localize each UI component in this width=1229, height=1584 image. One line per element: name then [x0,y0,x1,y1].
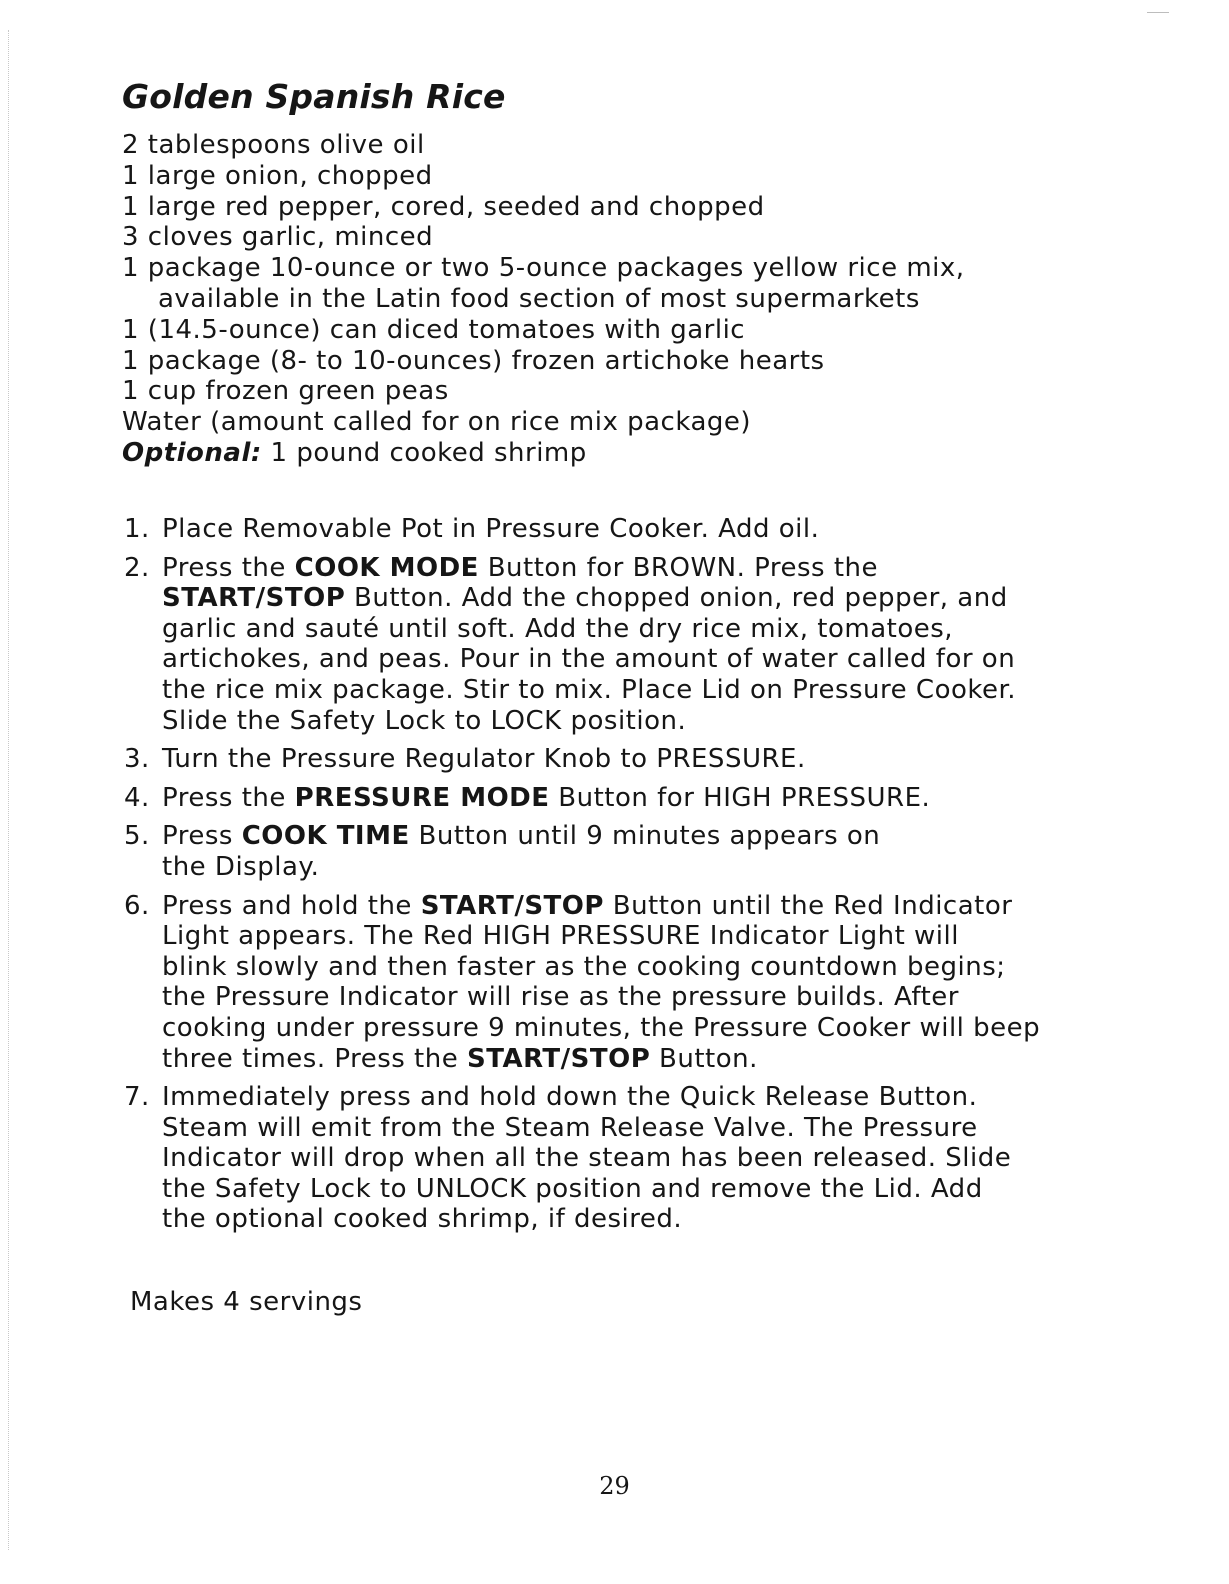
step-text [162,553,1124,584]
optional-label: Optional: [122,437,262,468]
step-text: the rice mix package. Stir to mix. Place Lid on Pressure Cooker. [162,674,1017,705]
step-item [124,1082,1124,1235]
ingredient-item: 1 large red pepper, cored, seeded and chopped [122,191,765,222]
ingredient-line-continued: available in the Latin food section of most supermarkets [158,283,920,314]
button-name-cook-time: COOK TIME [241,821,410,852]
ingredient-item: 1 (14.5-ounce) can diced tomatoes with garlic [122,314,746,345]
button-name-start-stop: START/STOP [162,583,346,614]
step-text: Indicator will drop when all the steam has been released. Slide [162,1143,1012,1174]
step-text-fragment: Press the [162,782,295,813]
button-name-pressure-mode: PRESSURE MODE [294,782,550,813]
step-text-fragment: Button for BROWN. Press the [478,552,879,583]
scan-corner-mark [1147,12,1169,13]
step-number: 6. [124,890,150,921]
ingredient-line: 1 package 10-ounce or two 5-ounce packages yellow rice mix, [122,253,965,284]
step-text [162,583,1124,614]
step-number: 5. [124,821,150,852]
step-text: the Pressure Indicator will rise as the pressure builds. After [162,982,959,1013]
step-number: 4. [124,782,150,813]
step-text: Turn the Pressure Regulator Knob to PRESSURE. [162,744,806,775]
step-number: 1. [124,514,150,544]
optional-text: 1 pound cooked shrimp [261,437,587,468]
step-text: Place Removable Pot in Pressure Cooker. Add oil. [162,514,820,544]
recipe-yield: Makes 4 servings [130,1287,363,1317]
step-text: Slide the Safety Lock to LOCK position. [162,705,687,736]
step-text: garlic and sauté until soft. Add the dry rice mix, tomatoes, [162,613,954,644]
ingredient-item: 2 tablespoons olive oil [122,130,425,160]
step-text-fragment: Button until the Red Indicator [603,890,1013,921]
step-item [124,821,1124,882]
step-number: 7. [124,1082,150,1113]
step-item [124,783,1124,814]
step-item [124,744,1124,775]
step-text: Immediately press and hold down the Quick Release Button. [162,1082,978,1113]
step-text: Steam will emit from the Steam Release Valve. The Pressure [162,1112,978,1143]
step-text: artichokes, and peas. Pour in the amount of water called for on [162,644,1016,675]
step-item [124,514,1124,545]
button-name-cook-mode: COOK MODE [294,552,479,583]
step-text-fragment: Press and hold the [162,890,421,921]
step-item [124,891,1124,1075]
step-text-fragment: Press [162,821,242,852]
step-text: the optional cooked shrimp, if desired. [162,1204,683,1235]
step-text-fragment: Button until 9 minutes appears on [409,821,881,852]
optional-ingredient [122,438,1122,469]
ingredient-item: 1 cup frozen green peas [122,376,449,407]
recipe-title: Golden Spanish Rice [122,77,506,116]
ingredient-list [122,130,1122,469]
step-text [162,1044,1124,1075]
ingredient-item: Water (amount called for on rice mix package) [122,407,752,438]
ingredient-item [122,253,1122,315]
step-text-fragment: three times. Press the [162,1043,467,1074]
step-text: the Safety Lock to UNLOCK position and remove the Lid. Add [162,1173,983,1204]
ingredient-item: 1 package (8- to 10-ounces) frozen artichoke hearts [122,345,825,376]
button-name-start-stop: START/STOP [467,1043,651,1074]
step-item [124,553,1124,737]
page-number: 29 [599,1472,630,1500]
step-text-fragment: Button. Add the chopped onion, red pepper, and [345,583,1008,614]
step-text: Light appears. The Red HIGH PRESSURE Indicator Light will [162,921,959,952]
step-text: the Display. [162,851,320,882]
ingredient-item: 1 large onion, chopped [122,160,433,191]
step-text-fragment: Button for HIGH PRESSURE. [549,782,931,813]
step-number: 3. [124,744,150,775]
instruction-steps [124,514,1124,1243]
step-text [162,891,1124,922]
step-number: 2. [124,552,150,583]
step-text-fragment: Button. [650,1043,758,1074]
step-text [162,783,1124,814]
step-text-fragment: Press the [162,552,295,583]
scan-edge-artifact [8,30,9,1550]
button-name-start-stop: START/STOP [420,890,604,921]
ingredient-item: 3 cloves garlic, minced [122,222,434,253]
step-text: cooking under pressure 9 minutes, the Pressure Cooker will beep [162,1012,1041,1043]
step-text [162,821,1124,852]
step-text: blink slowly and then faster as the cooking countdown begins; [162,951,1006,982]
